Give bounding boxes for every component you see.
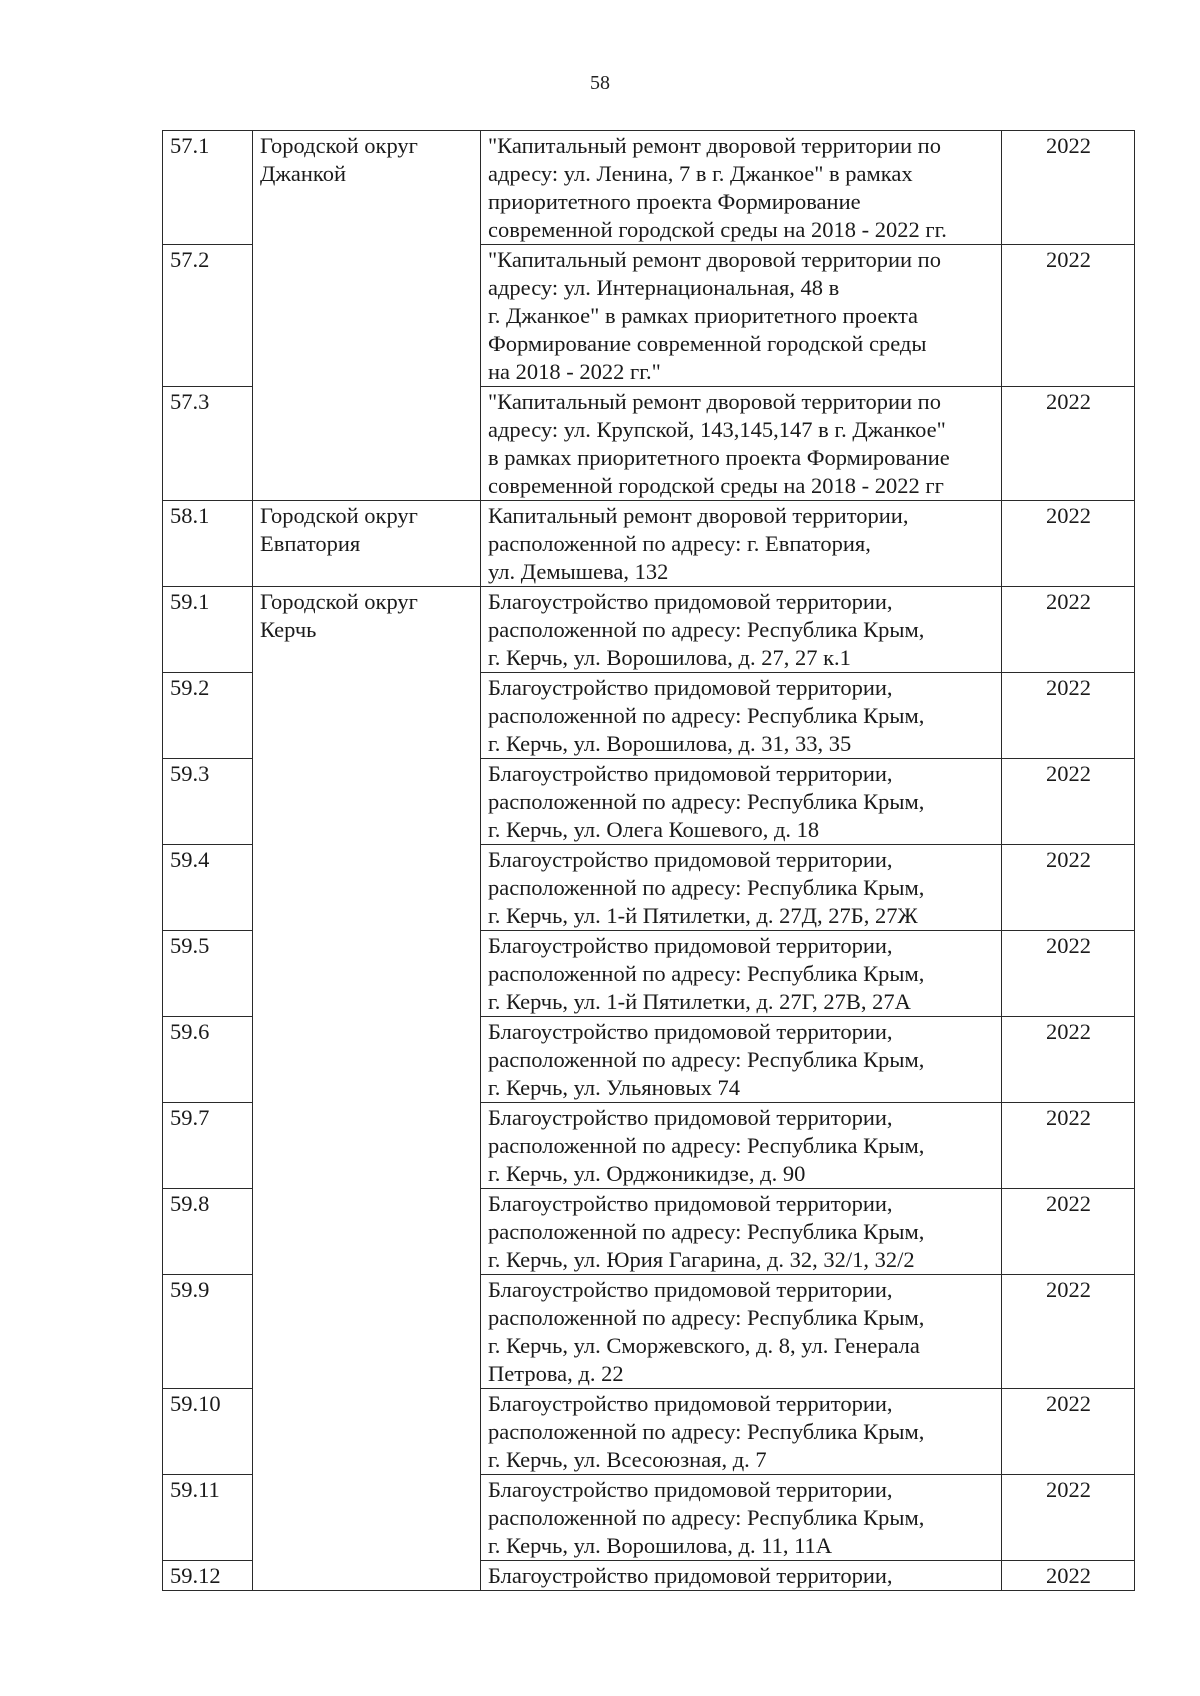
project-description: Благоустройство придомовой территории, расположенной по адресу: Республика Крым, г. Керчь, ул. 1-й Пятилетки, д. 27Д, 27Б, 27Ж <box>481 845 1002 931</box>
project-description: Благоустройство придомовой территории, расположенной по адресу: Республика Крым, г. Керчь, ул. Юрия Гагарина, д. 32, 32/1, 32/2 <box>481 1189 1002 1275</box>
project-year: 2022 <box>1002 931 1135 1017</box>
project-year: 2022 <box>1002 759 1135 845</box>
item-number: 59.9 <box>163 1275 253 1389</box>
item-number: 59.10 <box>163 1389 253 1475</box>
project-description: Благоустройство придомовой территории, расположенной по адресу: Республика Крым, г. Керчь, ул. Ульяновых 74 <box>481 1017 1002 1103</box>
project-description: "Капитальный ремонт дворовой территории по адресу: ул. Ленина, 7 в г. Джанкое" в рамках приоритетного проекта Формирование современной городской среды на 2018 - 2022 гг. <box>481 131 1002 245</box>
project-year: 2022 <box>1002 587 1135 673</box>
project-description: Благоустройство придомовой территории, расположенной по адресу: Республика Крым, г. Керчь, ул. Олега Кошевого, д. 18 <box>481 759 1002 845</box>
district-name: Городской округ Джанкой <box>253 131 481 501</box>
page-number: 58 <box>590 72 610 94</box>
project-description: Капитальный ремонт дворовой территории, расположенной по адресу: г. Евпатория, ул. Демышева, 132 <box>481 501 1002 587</box>
item-number: 57.3 <box>163 387 253 501</box>
project-description: Благоустройство придомовой территории, расположенной по адресу: Республика Крым, г. Керчь, ул. Орджоникидзе, д. 90 <box>481 1103 1002 1189</box>
item-number: 57.2 <box>163 245 253 387</box>
project-year: 2022 <box>1002 673 1135 759</box>
project-description: Благоустройство придомовой территории, расположенной по адресу: Республика Крым, г. Керчь, ул. Сморжевского, д. 8, ул. Генерала Петрова, д. 22 <box>481 1275 1002 1389</box>
table-row <box>163 501 1135 587</box>
item-number: 57.1 <box>163 131 253 245</box>
project-year: 2022 <box>1002 845 1135 931</box>
district-name: Городской округ Евпатория <box>253 501 481 587</box>
item-number: 59.6 <box>163 1017 253 1103</box>
item-number: 59.8 <box>163 1189 253 1275</box>
project-description: Благоустройство придомовой территории, расположенной по адресу: Республика Крым, г. Керчь, ул. Всесоюзная, д. 7 <box>481 1389 1002 1475</box>
project-year: 2022 <box>1002 387 1135 501</box>
project-description: Благоустройство придомовой территории, расположенной по адресу: Республика Крым, г. Керчь, ул. Ворошилова, д. 11, 11А <box>481 1475 1002 1561</box>
project-year: 2022 <box>1002 1017 1135 1103</box>
project-year: 2022 <box>1002 1275 1135 1389</box>
item-number: 59.1 <box>163 587 253 673</box>
project-year: 2022 <box>1002 1103 1135 1189</box>
item-number: 58.1 <box>163 501 253 587</box>
projects-table <box>162 130 1135 1591</box>
item-number: 59.12 <box>163 1561 253 1591</box>
project-year: 2022 <box>1002 131 1135 245</box>
project-year: 2022 <box>1002 501 1135 587</box>
item-number: 59.7 <box>163 1103 253 1189</box>
table-body <box>163 131 1135 1591</box>
project-year: 2022 <box>1002 245 1135 387</box>
project-description: Благоустройство придомовой территории, расположенной по адресу: Республика Крым, г. Керчь, ул. Ворошилова, д. 27, 27 к.1 <box>481 587 1002 673</box>
project-year: 2022 <box>1002 1189 1135 1275</box>
project-description: Благоустройство придомовой территории, <box>481 1561 1002 1591</box>
project-year: 2022 <box>1002 1389 1135 1475</box>
project-description: Благоустройство придомовой территории, расположенной по адресу: Республика Крым, г. Керчь, ул. 1-й Пятилетки, д. 27Г, 27В, 27А <box>481 931 1002 1017</box>
table-row <box>163 587 1135 673</box>
project-year: 2022 <box>1002 1475 1135 1561</box>
item-number: 59.3 <box>163 759 253 845</box>
project-description: "Капитальный ремонт дворовой территории по адресу: ул. Интернациональная, 48 в г. Джанкое" в рамках приоритетного проекта Формирование современной городской среды на 2018 - 2022 гг." <box>481 245 1002 387</box>
item-number: 59.5 <box>163 931 253 1017</box>
table-row <box>163 131 1135 245</box>
item-number: 59.2 <box>163 673 253 759</box>
item-number: 59.4 <box>163 845 253 931</box>
item-number: 59.11 <box>163 1475 253 1561</box>
project-description: "Капитальный ремонт дворовой территории по адресу: ул. Крупской, 143,145,147 в г. Джанкое" в рамках приоритетного проекта Формирование современной городской среды на 2018 - 2022 гг <box>481 387 1002 501</box>
district-name: Городской округ Керчь <box>253 587 481 1591</box>
project-year: 2022 <box>1002 1561 1135 1591</box>
project-description: Благоустройство придомовой территории, расположенной по адресу: Республика Крым, г. Керчь, ул. Ворошилова, д. 31, 33, 35 <box>481 673 1002 759</box>
